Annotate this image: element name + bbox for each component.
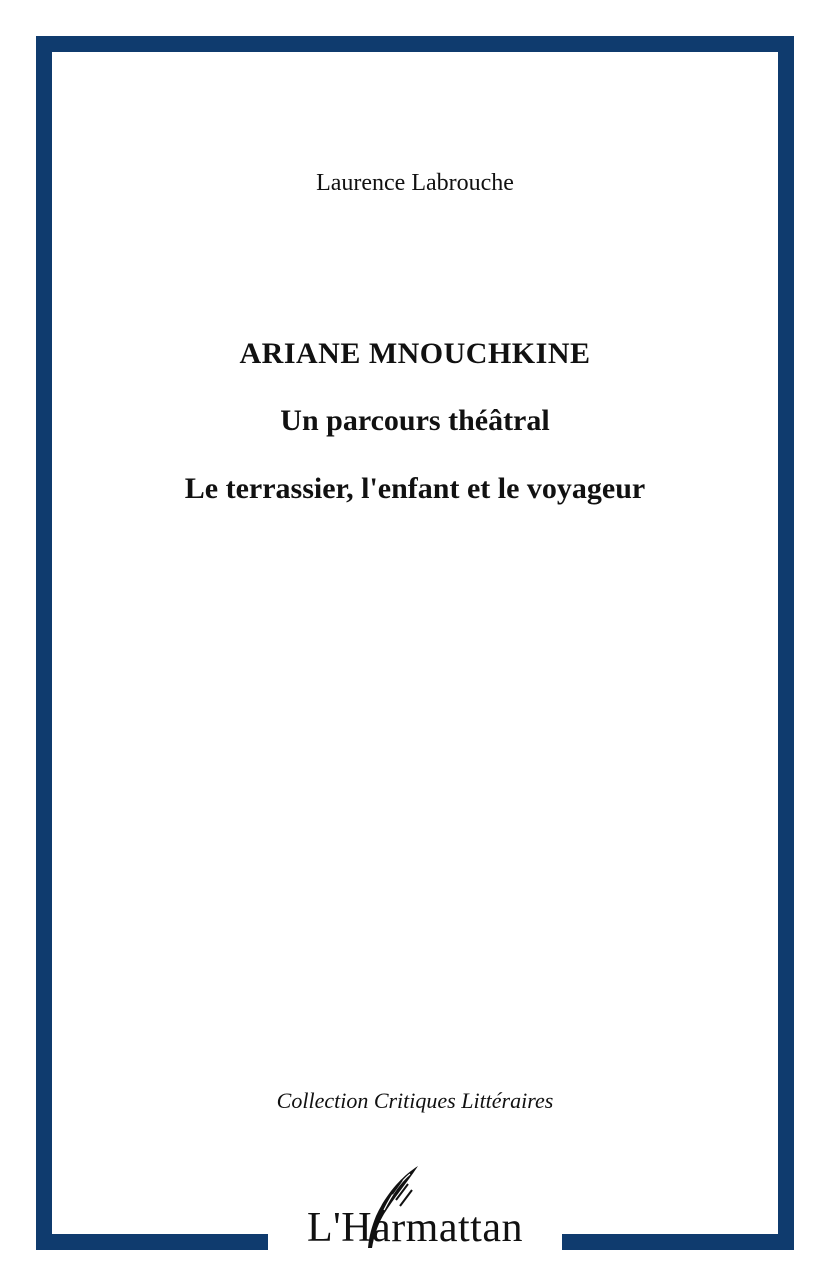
collection-name: Collection Critiques Littéraires bbox=[276, 1088, 554, 1113]
book-title: ARIANE MNOUCHKINE bbox=[239, 337, 591, 370]
publisher-name: L'Harmattan bbox=[307, 1205, 523, 1251]
author-name: Laurence Labrouche bbox=[316, 170, 514, 196]
cover-border-frame bbox=[36, 36, 794, 1250]
book-subtitle-1: Un parcours théâtral bbox=[280, 404, 550, 437]
book-subtitle-2: Le terrassier, l'enfant et le voyageur bbox=[184, 472, 646, 505]
